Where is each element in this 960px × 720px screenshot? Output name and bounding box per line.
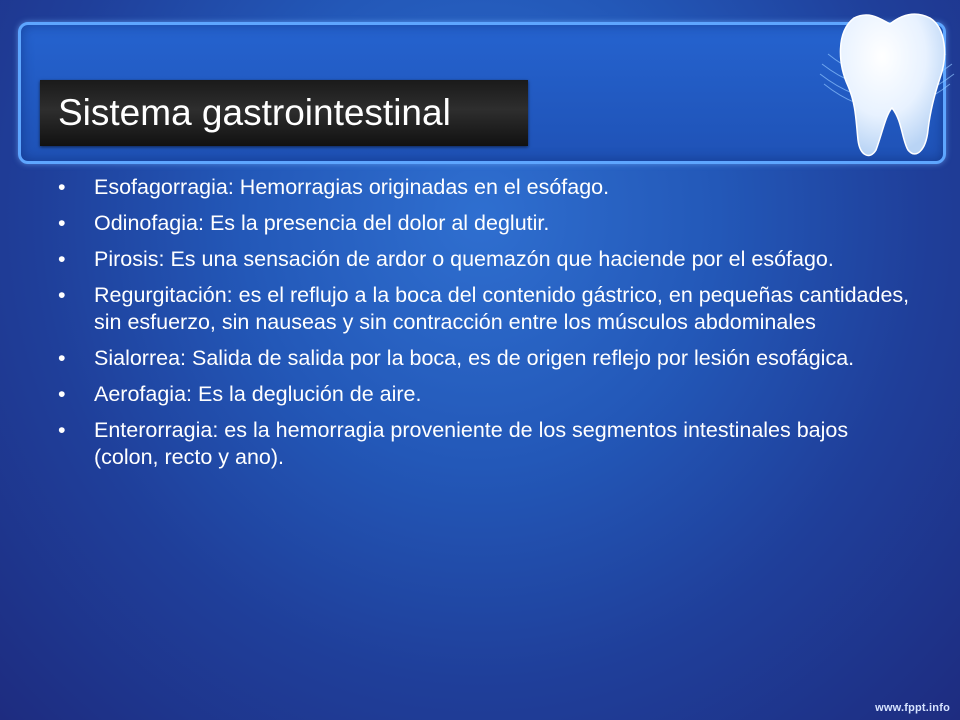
bullet-list: [58, 174, 918, 480]
list-item: [58, 417, 918, 471]
list-item-text: Sialorrea: Salida de salida por la boca, es de origen reflejo por lesión esofágica.: [94, 346, 855, 370]
bullet-icon: •: [58, 346, 66, 370]
list-item: [58, 246, 918, 273]
bullet-icon: •: [58, 175, 66, 199]
list-item-text: Pirosis: Es una sensación de ardor o quemazón que haciende por el esófago.: [94, 247, 834, 271]
footer-url: www.fppt.info: [875, 702, 950, 714]
list-item: [58, 210, 918, 237]
list-item-text: Enterorragia: es la hemorragia proveniente de los segmentos intestinales bajos (colon, recto y ano).: [94, 418, 849, 469]
bullet-icon: •: [58, 283, 66, 307]
bullet-icon: •: [58, 382, 66, 406]
bullet-icon: •: [58, 211, 66, 235]
list-item-text: Odinofagia: Es la presencia del dolor al deglutir.: [94, 211, 550, 235]
page-title: Sistema gastrointestinal: [58, 92, 451, 133]
list-item: [58, 174, 918, 201]
list-item: [58, 282, 918, 336]
tooth-icon: [812, 4, 960, 162]
bullet-icon: •: [58, 247, 66, 271]
bullet-icon: •: [58, 418, 66, 442]
list-item: [58, 345, 918, 372]
list-item: [58, 381, 918, 408]
list-item-text: Esofagorragia: Hemorragias originadas en el esófago.: [94, 175, 610, 199]
list-item-text: Aerofagia: Es la deglución de aire.: [94, 382, 422, 406]
list-item-text: Regurgitación: es el reflujo a la boca del contenido gástrico, en pequeñas cantidades, sin esfuerzo, sin nauseas y sin contracción entre los músculos abdominales: [94, 283, 910, 334]
title-box: [40, 80, 528, 146]
